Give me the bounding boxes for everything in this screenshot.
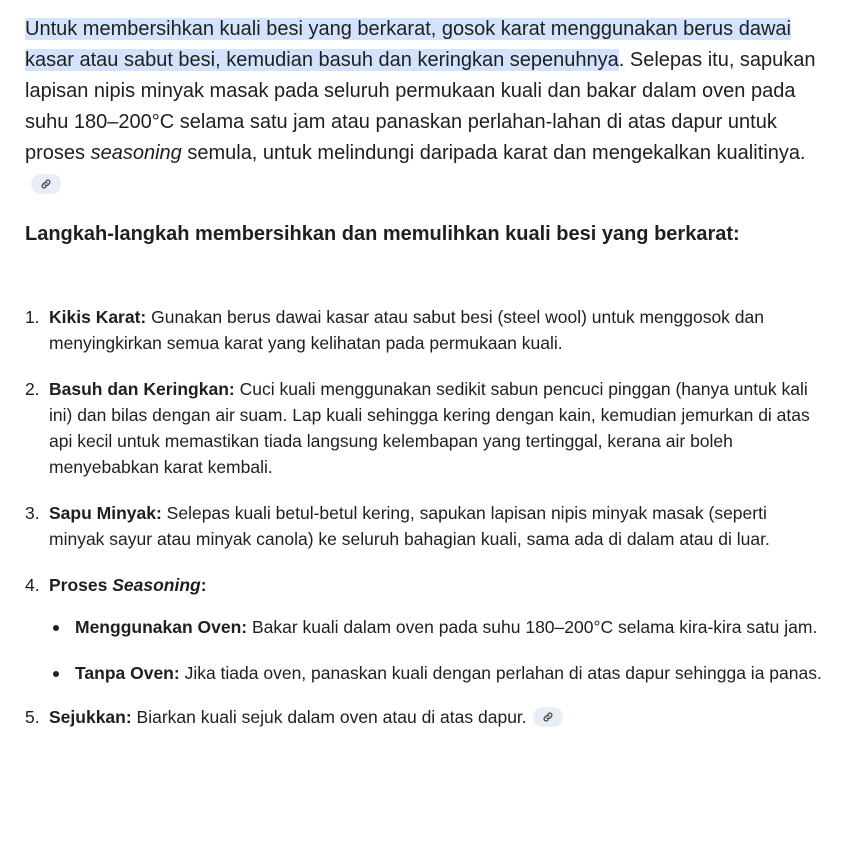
sub-item-title: Menggunakan Oven:	[75, 617, 248, 637]
step-text: Gunakan berus dawai kasar atau sabut besi (steel wool) untuk menggosok dan menyingkirkan semua karat yang kelihatan pada permukaan kuali.	[49, 307, 764, 353]
section-heading: Langkah-langkah membersihkan dan memulihkan kuali besi yang berkarat:	[25, 223, 740, 245]
step-number: 4.	[25, 575, 40, 595]
step-text: Biarkan kuali sejuk dalam oven atau di atas dapur.	[131, 707, 527, 727]
intro-italic-term: seasoning	[90, 142, 182, 164]
step-item	[25, 304, 825, 356]
step-text: Cuci kuali menggunakan sedikit sabun pencuci pinggan (hanya untuk kali ini) dan bilas dengan air suam. Lap kuali sehingga kering dengan kain, kemudian jemurkan di atas api kecil untuk memastikan tiada langsung kelembapan yang tertinggal, kerana air boleh menyebabkan karat kembali.	[49, 379, 810, 477]
bullet-icon	[53, 671, 59, 677]
intro-paragraph	[25, 14, 825, 200]
source-link-chip[interactable]	[31, 174, 61, 194]
sub-list-item	[49, 614, 825, 640]
step-title	[49, 575, 207, 595]
step-title: Sapu Minyak:	[49, 503, 162, 523]
step-number: 3.	[25, 503, 40, 523]
step-item	[25, 572, 825, 686]
step-number: 2.	[25, 379, 40, 399]
sub-list-item	[49, 660, 825, 686]
step-title: Basuh dan Keringkan:	[49, 379, 235, 399]
step-item	[25, 704, 825, 730]
step-title-colon: :	[200, 575, 207, 595]
step-item	[25, 376, 825, 480]
bullet-icon	[53, 625, 59, 631]
intro-text-2: semula, untuk melindungi daripada karat dan mengekalkan kualitinya.	[181, 142, 806, 164]
link-icon	[542, 711, 554, 723]
steps-list	[25, 304, 825, 750]
source-link-chip[interactable]	[533, 707, 563, 727]
step-item	[25, 500, 825, 552]
intro-text-1: . Selepas itu, sapukan lapisan nipis minyak masak pada seluruh permukaan kuali dan bakar dalam oven pada suhu 180–200°C selama satu jam atau panaskan perlahan-lahan di atas dapur untuk proses	[25, 49, 816, 164]
step-number: 5.	[25, 707, 40, 727]
step-text: Selepas kuali betul-betul kering, sapukan lapisan nipis minyak masak (seperti minyak sayur atau minyak canola) ke seluruh bahagian kuali, sama ada di dalam atau di luar.	[49, 503, 770, 549]
sub-list	[49, 614, 825, 686]
step-title: Sejukkan:	[49, 707, 132, 727]
step-title: Kikis Karat:	[49, 307, 147, 327]
link-icon	[40, 178, 52, 190]
sub-item-text: Bakar kuali dalam oven pada suhu 180–200°C selama kira-kira satu jam.	[247, 617, 818, 637]
step-title-text: Proses	[49, 575, 113, 595]
sub-item-text: Jika tiada oven, panaskan kuali dengan perlahan di atas dapur sehingga ia panas.	[179, 663, 822, 683]
sub-item-title: Tanpa Oven:	[75, 663, 180, 683]
highlighted-text: Untuk membersihkan kuali besi yang berkarat, gosok karat menggunakan berus dawai kasar atau sabut besi, kemudian basuh dan keringkan sepenuhnya	[25, 18, 791, 71]
step-number: 1.	[25, 307, 40, 327]
step-title-italic: Seasoning	[112, 575, 201, 595]
